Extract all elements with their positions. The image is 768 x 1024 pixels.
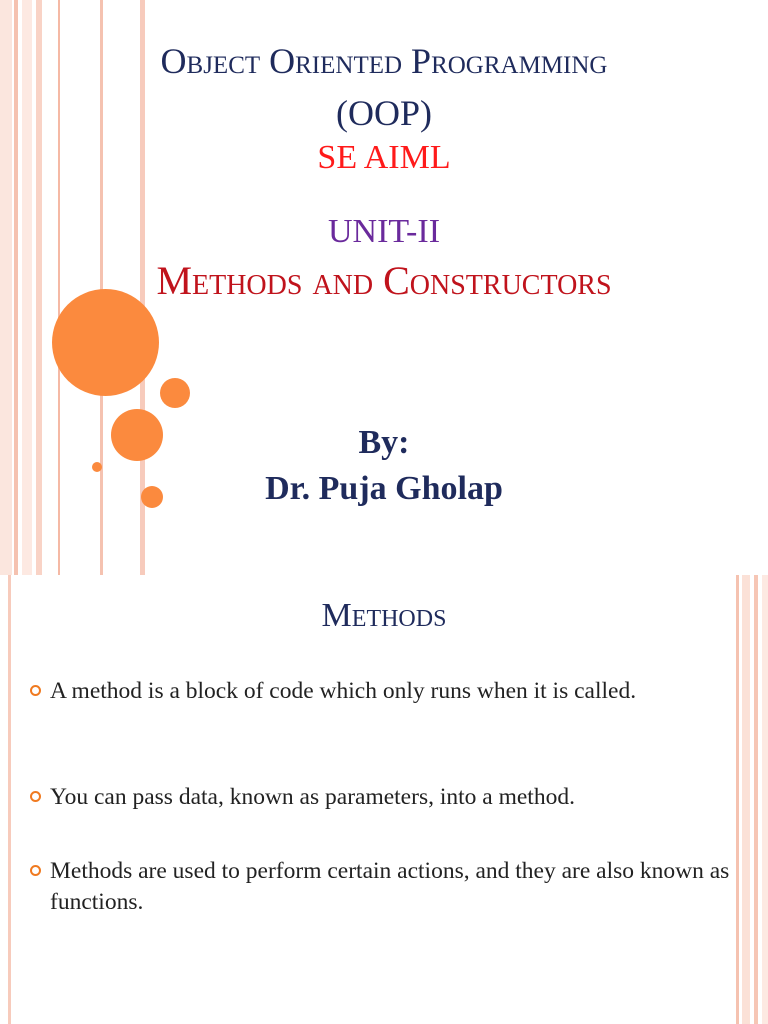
decorative-stripe bbox=[8, 575, 11, 1024]
methods-slide bbox=[0, 575, 768, 1024]
bullet-item bbox=[30, 676, 740, 707]
small-orange-circle bbox=[160, 378, 190, 408]
decorative-stripe bbox=[742, 575, 750, 1024]
large-orange-circle bbox=[52, 289, 159, 396]
decorative-stripe bbox=[754, 575, 758, 1024]
bullet-text: A method is a block of code which only runs when it is called. bbox=[50, 678, 637, 704]
decorative-stripe bbox=[762, 575, 768, 1024]
bullet-ring-icon bbox=[30, 791, 41, 802]
bullet-item bbox=[30, 856, 740, 918]
bullet-ring-icon bbox=[30, 865, 41, 876]
bullet-text: Methods are used to perform certain actions, and they are also known as functions. bbox=[50, 858, 730, 915]
subject-label: SE AIML bbox=[317, 139, 451, 176]
topic-title: Methods and Constructors bbox=[156, 258, 612, 303]
bullet-ring-icon bbox=[30, 685, 41, 696]
bullet-text: You can pass data, known as parameters, into a method. bbox=[50, 784, 575, 810]
slide-title: Methods bbox=[321, 597, 447, 634]
bullet-item bbox=[30, 782, 740, 813]
unit-label: UNIT-II bbox=[327, 213, 441, 250]
author-name: Dr. Puja Gholap bbox=[265, 470, 503, 507]
by-label: By: bbox=[358, 424, 410, 461]
presentation-title: Object Oriented Programming bbox=[160, 41, 608, 81]
presentation-title-acronym: (OOP) bbox=[336, 93, 432, 133]
